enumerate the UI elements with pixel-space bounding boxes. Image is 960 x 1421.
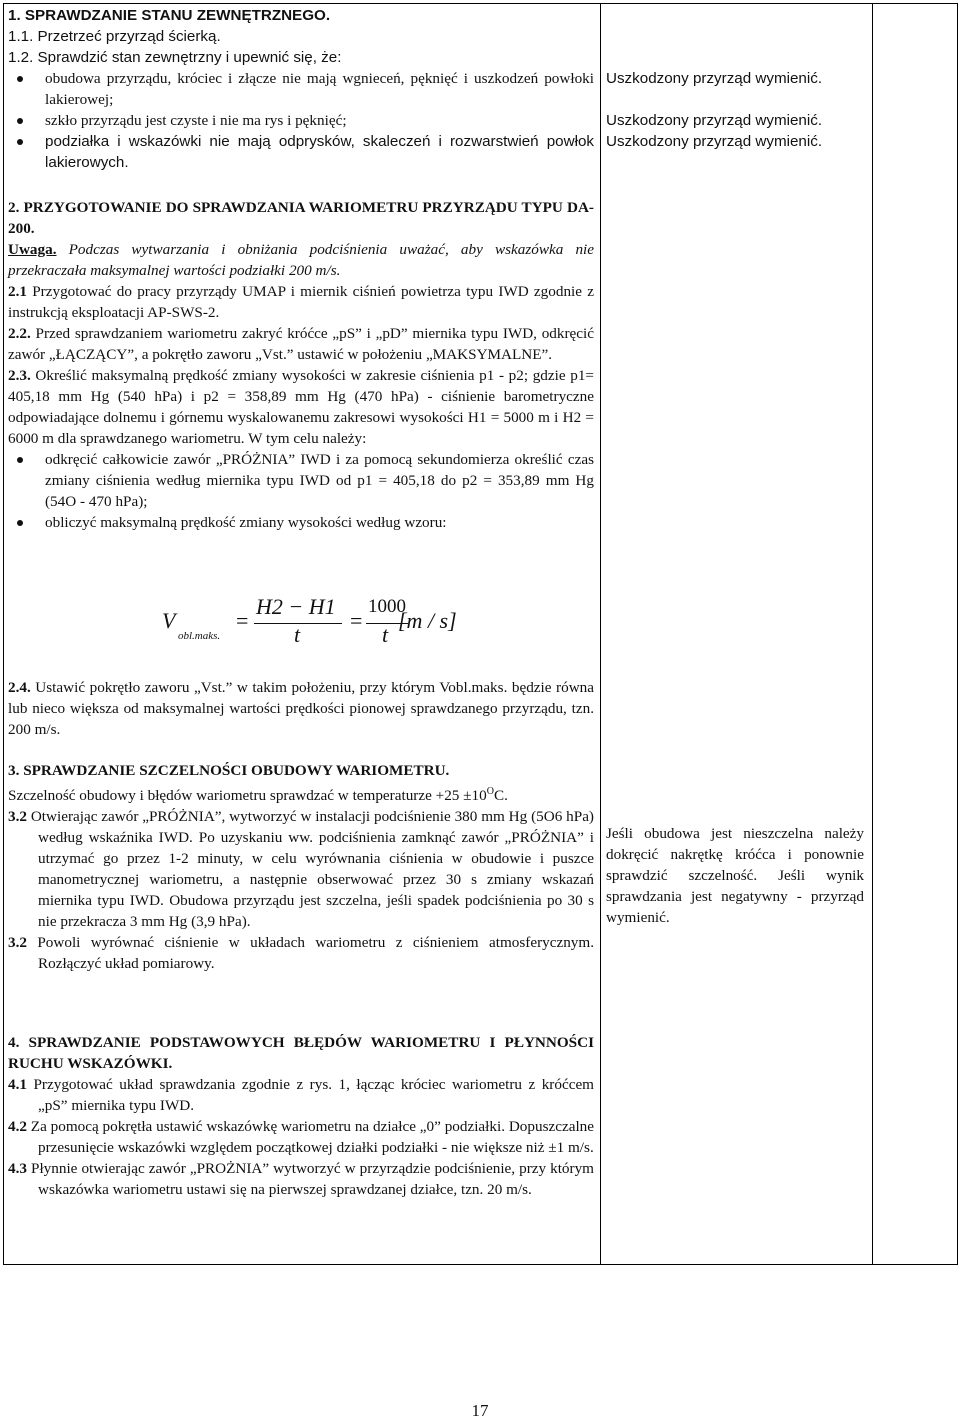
note-1: Uszkodzony przyrząd wymienić. bbox=[606, 70, 823, 87]
section-3-note bbox=[606, 823, 864, 928]
column-divider bbox=[600, 4, 601, 1264]
step-3-2a: 3.2 Otwierając zawór „PRÓŻNIA”, wytworzyć w instalacji podciśnienie 380 mm Hg (5O6 hPa) według wskaźnika IWD. Po uzyskaniu ww. podciśnienia zamknąć zawór „PRÓŻNIA” i utrzymać go przez 1-2 minuty, w celu wyrównania ciśnienia w obudowie i puszce manometrycznej wariometru, a następnie obserwować przez 30 s zmiany wskazań miernika typu IWD. Obudowa przyrządu jest szczelna, jeśli spadek podciśnienia po 30 s nie przekracza 3 mm Hg (3,9 hPa). bbox=[8, 808, 594, 931]
section-3 bbox=[8, 760, 594, 974]
page-number: 17 bbox=[471, 1401, 489, 1420]
list-item: podziałka i wskazówki nie mają odprysków, skaleczeń i rozwarstwień powłok lakierowych. bbox=[8, 131, 594, 173]
formula-v-subscript: obl.maks. bbox=[178, 630, 221, 642]
step-1-2: 1.2. Sprawdzić stan zewnętrzny i upewnić się, że: bbox=[8, 49, 342, 66]
formula-equals: = bbox=[350, 608, 363, 633]
section-2 bbox=[8, 197, 594, 533]
warning-note bbox=[8, 239, 594, 281]
formula-numerator: H2 − H1 bbox=[256, 594, 336, 619]
formula-denominator: t bbox=[294, 622, 301, 647]
formula-numerator: 1000 bbox=[368, 596, 406, 617]
step-1-1: 1.1. Przetrzeć przyrząd ścierką. bbox=[8, 28, 221, 45]
section-3-intro: Szczelność obudowy i błędów wariometru sprawdzać w temperaturze $+25 \pm 10^OC$. bbox=[8, 786, 508, 805]
note-leak: Jeśli obudowa jest nieszczelna należy dokręcić nakrętkę króćca i ponownie sprawdzić szczelność. Jeśli wynik sprawdzania jest negatywny - przyrząd wymienić. bbox=[606, 825, 864, 926]
step-4-3: 4.3 Płynnie otwierając zawór „PROŻNIA” wytworzyć w przyrządzie podciśnienie, przy którym wskazówka wariometru ustawi się na pierwszej sprawdzanej działce, tzn. 20 m/s. bbox=[8, 1160, 594, 1198]
note-2: Uszkodzony przyrząd wymienić. bbox=[606, 112, 823, 129]
section-4-title: 4. SPRAWDZANIE PODSTAWOWYCH BŁĘDÓW WARIOMETRU I PŁYNNOŚCI RUCHU WSKAZÓWKI. bbox=[8, 1034, 594, 1072]
list-item: odkręcić całkowicie zawór „PRÓŻNIA” IWD i za pomocą sekundomierza określić czas zmiany ciśnienia według miernika typu IWD od p1 = 405,18 do p2 = 353,89 mm Hg (54O - 470 hPa); bbox=[8, 449, 594, 512]
section-2-title: 2. PRZYGOTOWANIE DO SPRAWDZANIA WARIOMETRU PRZYRZĄDU TYPU DA-200. bbox=[8, 199, 594, 237]
warning-text: Podczas wytwarzania i obniżania podciśnienia uważać, aby wskazówka nie przekraczała maksymalnej wartości podziałki 200 m/s. bbox=[8, 241, 594, 279]
list-item: szkło przyrządu jest czyste i nie ma rys i pęknięć; bbox=[8, 110, 594, 131]
list-item: obliczyć maksymalną prędkość zmiany wysokości według wzoru: bbox=[8, 512, 594, 533]
section-4 bbox=[8, 1032, 594, 1200]
section-3-title: 3. SPRAWDZANIE SZCZELNOŚCI OBUDOWY WARIOMETRU. bbox=[8, 762, 450, 779]
step-4-2: 4.2 Za pomocą pokrętła ustawić wskazówkę wariometru na działce „0” podziałki. Dopuszczalne przesunięcie wskazówki względem początkowej działki podziałki - nie większe niż ±1 m/s. bbox=[8, 1118, 594, 1156]
section-1-title: 1. SPRAWDZANIE STANU ZEWNĘTRZNEGO. bbox=[8, 7, 331, 24]
column-divider bbox=[872, 4, 873, 1264]
step-3-2b: 3.2 Powoli wyrównać ciśnienie w układach wariometru z ciśnieniem atmosferycznym. Rozłączyć układ pomiarowy. bbox=[8, 934, 594, 973]
warning-label: Uwaga. bbox=[8, 241, 57, 258]
formula-denominator: t bbox=[382, 622, 389, 647]
section-2-checklist bbox=[8, 449, 594, 533]
step-2-4: 2.4. Ustawić pokrętło zaworu „Vst.” w takim położeniu, przy którym Vobl.maks. będzie równa lub nieco większa od maksymalnej wartości prędkości pionowej sprawdzanego przyrządu, tzn. 200 m/s. bbox=[8, 679, 594, 738]
formula-vertical-speed bbox=[150, 594, 470, 650]
formula-unit: [m / s] bbox=[398, 608, 457, 633]
section-1 bbox=[8, 5, 594, 173]
section-1-notes bbox=[606, 68, 864, 152]
step-2-1: 2.1 Przygotować do pracy przyrządy UMAP i miernik ciśnień powietrza typu IWD zgodnie z instrukcją eksploatacji AP-SWS-2. bbox=[8, 283, 594, 321]
list-item: obudowa przyrządu, króciec i złącze nie mają wgnieceń, pęknięć i uszkodzeń powłoki lakierowej; bbox=[8, 68, 594, 110]
step-2-3: 2.3. Określić maksymalną prędkość zmiany wysokości w zakresie ciśnienia p1 - p2; gdzie p1= 405,18 mm Hg (540 hPa) i p2 = 358,89 mm Hg (470 hPa) - ciśnienie barometryczne odpowiadające dolnemu i górnemu wyskalowanemu zakresowi wysokości H1 = 5000 m i H2 = 6000 m dla sprawdzanego wariometru. W tym celu należy: bbox=[8, 367, 594, 447]
step-4-1: 4.1 Przygotować układ sprawdzania zgodnie z rys. 1, łącząc króciec wariometru z króćcem „pS” miernika typu IWD. bbox=[8, 1076, 594, 1114]
step-2-4-block bbox=[8, 677, 594, 740]
section-1-checklist bbox=[8, 68, 594, 173]
formula-equals: = bbox=[236, 608, 249, 633]
formula-v: V bbox=[162, 608, 176, 633]
note-3: Uszkodzony przyrząd wymienić. bbox=[606, 133, 823, 150]
step-2-2: 2.2. Przed sprawdzaniem wariometru zakryć króćce „pS” i „pD” miernika typu IWD, odkręcić zawór „ŁĄCZĄCY”, a pokrętło zaworu „Vst.” ustawić w położeniu „MAKSYMALNE”. bbox=[8, 325, 594, 363]
